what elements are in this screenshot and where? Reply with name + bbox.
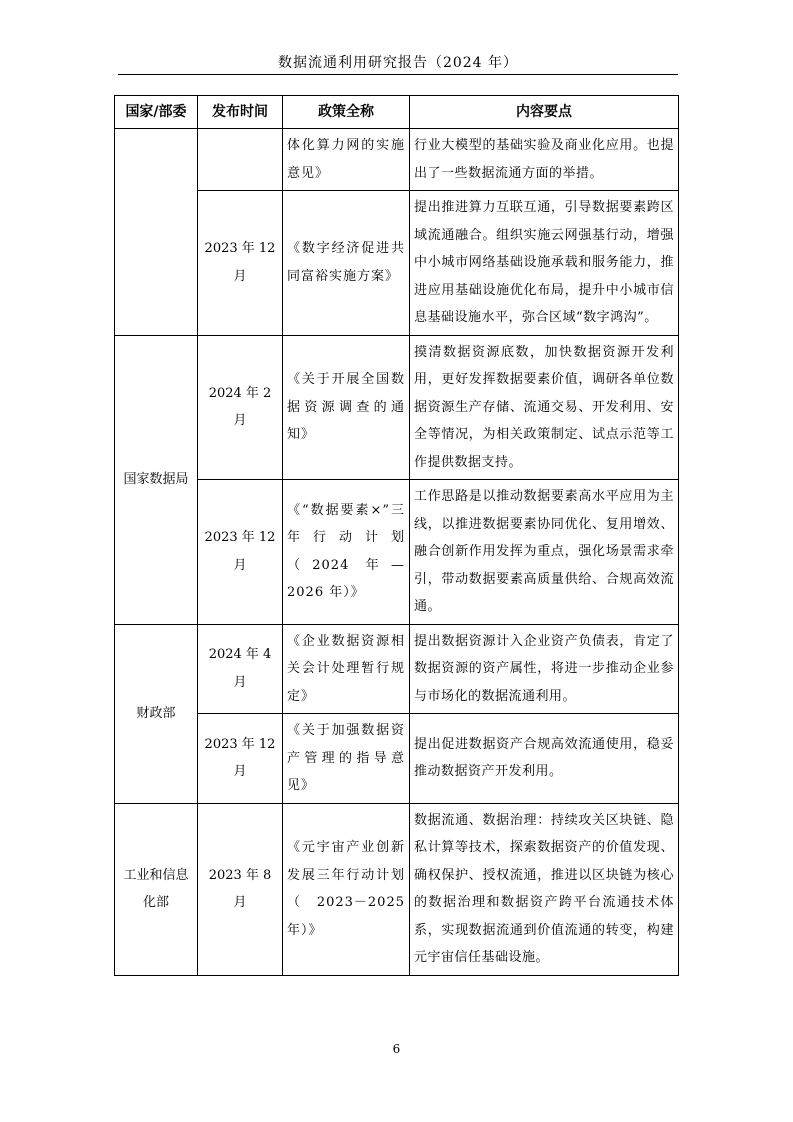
policy-name-cell: 《关于开展全国数据资源调查的通知》 [283, 335, 410, 480]
date-cell: 2023 年 8 月 [198, 803, 283, 975]
date-cell: 2024 年 4 月 [198, 624, 283, 714]
policy-name-cell: 《企业数据资源相关会计处理暂行规定》 [283, 624, 410, 714]
content-cell: 行业大模型的基础实验及商业化应用。也提出了一些数据流通方面的举措。 [410, 129, 679, 191]
header-policy-name: 政策全称 [283, 96, 410, 129]
content-cell: 提出推进算力互联互通，引导数据要素跨区域流通融合。组织实施云网强基行动，增强中小城市网络基础设施承载和服务能力，推进应用基础设施优化布局，提升中小城市信息基础设施水平，弥合区域“数字鸿沟”。 [410, 191, 679, 336]
table-row [115, 624, 679, 714]
date-cell: 2024 年 2 月 [198, 335, 283, 480]
header-content: 内容要点 [410, 96, 679, 129]
dept-cell: 工业和信息化部 [115, 803, 198, 975]
content-cell: 提出数据资源计入企业资产负债表，肯定了数据资源的资产属性，将进一步推动企业参与市场化的数据流通利用。 [410, 624, 679, 714]
content-cell: 工作思路是以推动数据要素高水平应用为主线，以推进数据要素协同优化、复用增效、融合创新作用发挥为重点，强化场景需求牵引，带动数据要素高质量供给、合规高效流通。 [410, 480, 679, 625]
table-row [115, 803, 679, 975]
date-cell [198, 129, 283, 191]
running-header: 数据流通利用研究报告（2024 年） [277, 55, 519, 71]
header-rule [118, 74, 678, 75]
content-cell: 提出促进数据资产合规高效流通使用，稳妥推动数据资产开发利用。 [410, 714, 679, 804]
table-header-row [115, 96, 679, 129]
policy-table [114, 95, 679, 976]
header-dept: 国家/部委 [115, 96, 198, 129]
header-date: 发布时间 [198, 96, 283, 129]
table-row [115, 129, 679, 191]
table-row [115, 335, 679, 480]
dept-cell: 财政部 [115, 624, 198, 803]
policy-name-cell: 《“数据要素×”三年行动计划（2024 年—2026 年）》 [283, 480, 410, 625]
policy-name-cell: 《元宇宙产业创新发展三年行动计划（2023－2025 年）》 [283, 803, 410, 975]
dept-cell [115, 129, 198, 336]
date-cell: 2023 年 12 月 [198, 480, 283, 625]
policy-name-cell: 《关于加强数据资产管理的指导意见》 [283, 714, 410, 804]
table-row [115, 480, 679, 625]
policy-name-cell: 体化算力网的实施意见》 [283, 129, 410, 191]
table-row [115, 714, 679, 804]
table-row [115, 191, 679, 336]
date-cell: 2023 年 12 月 [198, 191, 283, 336]
content-cell: 摸清数据资源底数，加快数据资源开发利用，更好发挥数据要素价值，调研各单位数据资源生产存储、流通交易、开发利用、安全等情况，为相关政策制定、试点示范等工作提供数据支持。 [410, 335, 679, 480]
policy-name-cell: 《数字经济促进共同富裕实施方案》 [283, 191, 410, 336]
page-number: 6 [392, 1042, 401, 1056]
content-cell: 数据流通、数据治理：持续攻关区块链、隐私计算等技术，探索数据资产的价值发现、确权保护、授权流通，推进以区块链为核心的数据治理和数据资产跨平台流通技术体系，实现数据流通到价值流通的转变，构建元宇宙信任基础设施。 [410, 803, 679, 975]
date-cell: 2023 年 12 月 [198, 714, 283, 804]
dept-cell: 国家数据局 [115, 335, 198, 624]
